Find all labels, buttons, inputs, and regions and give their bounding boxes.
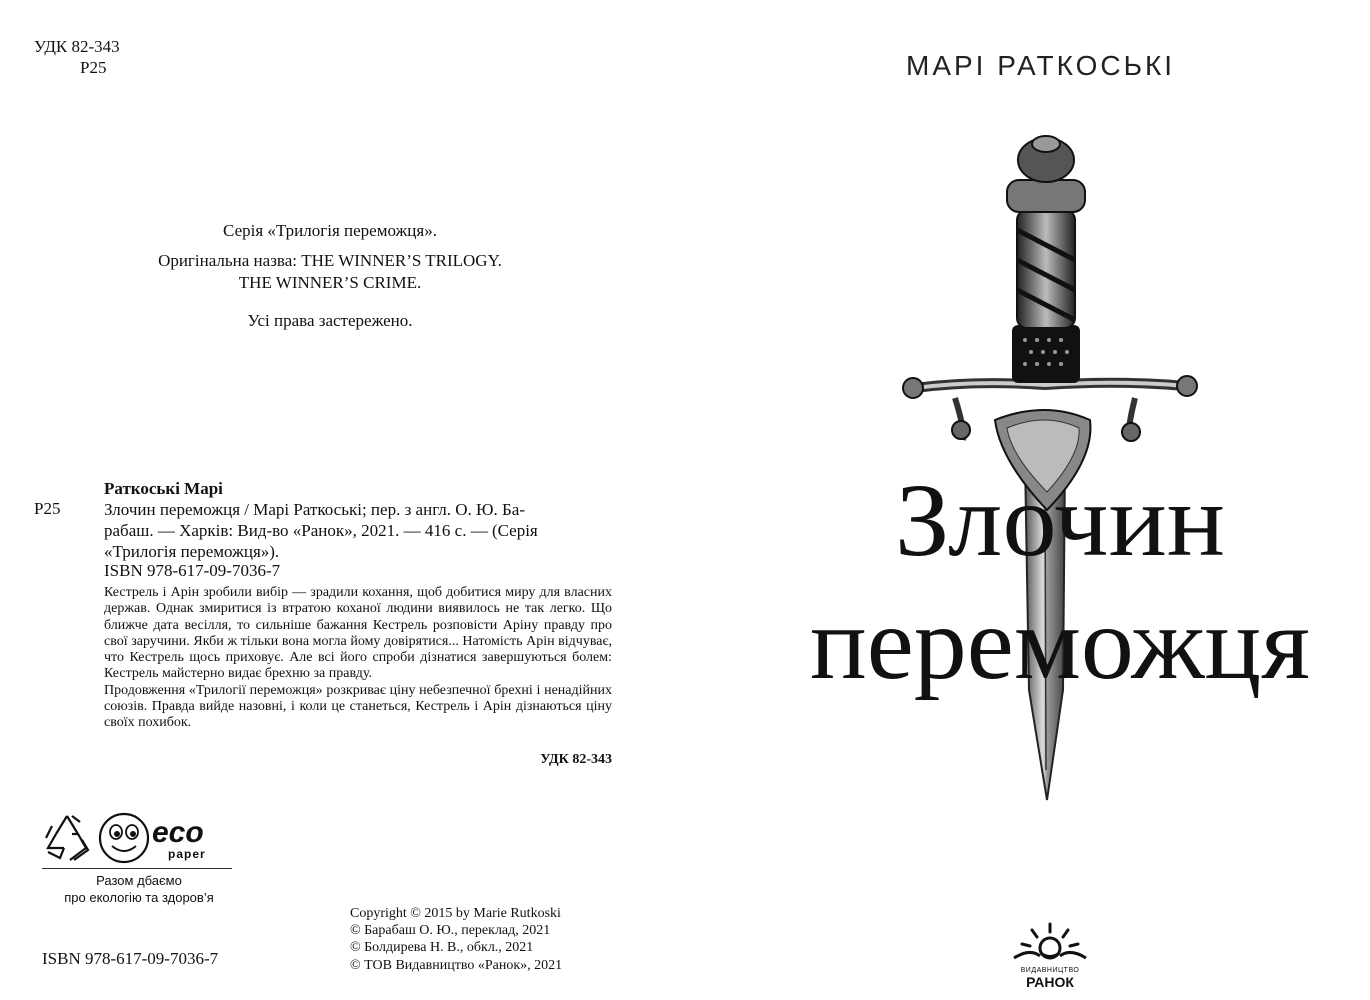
publisher-logo — [1010, 967, 1090, 990]
copyright-line: © Барабаш О. Ю., переклад, 2021 — [350, 923, 551, 939]
udk-header — [34, 36, 120, 78]
eco-sub: paper — [168, 847, 206, 861]
eco-caption — [34, 872, 244, 906]
title-line-2: переможця — [810, 586, 1310, 700]
catalog-line: «Трилогія переможця»). — [104, 542, 280, 561]
original-title-line-2: THE WINNER’S CRIME. — [238, 273, 422, 292]
series-line: Серія «Трилогія переможця». — [223, 221, 437, 240]
catalog-body — [104, 499, 612, 562]
eco-caption-line: Разом дбаємо — [96, 873, 182, 888]
catalog-record — [34, 479, 612, 779]
author-mark: Р25 — [80, 58, 107, 77]
eco-logos — [42, 808, 232, 868]
rights-notice: Усі права застережено. — [247, 311, 413, 330]
annotation-paragraph: Кестрель і Арін зробили вибір — зрадили кохання, щоб добитися миру для власних держав. Однак змиритися із втратою коханої людини виявилось не так легко. Що ближче дата весілля, то сильніше бажання Кестрель розповісти Аріну правду про свої заручини. Якби ж тільки вона могла йому довірятися... Натомість Арін відчуває, что Кестрель щось приховує. Але всі його спроби дізнатися завершуються болем: Кестрель майстерно видає брехню за правду. — [104, 585, 612, 682]
title-line-1: Злочин — [895, 463, 1225, 578]
copyright-line: © Болдирева Н. В., обкл., 2021 — [350, 940, 534, 956]
eco-divider — [42, 868, 232, 869]
udk-code: УДК 82-343 — [34, 37, 120, 56]
annotation — [104, 585, 612, 732]
eco-caption-line: про екологію та здоров’я — [64, 890, 214, 905]
catalog-author: Раткоські Марі — [104, 479, 223, 498]
publisher-small: ВИДАВНИЦТВО — [1020, 967, 1080, 974]
catalog-isbn: ISBN 978-617-09-7036-7 — [104, 561, 281, 580]
publisher-name: РАНОК — [1026, 974, 1074, 990]
author-name: МАРІ РАТКОСЬКІ — [906, 50, 1176, 81]
annotation-paragraph: Продовження «Трилогії переможця» розкриває ціну небезпечної брехні і ненадійних союзів. Правда вийде назовні, і коли це станеться, Кестрель і Арін дізнаються ціну своїх похибок. — [104, 682, 612, 731]
catalog-line: рабаш. — Харків: Вид-во «Ранок», 2021. — 416 с. — (Серія — [104, 521, 538, 540]
original-title-line-1: Оригінальна назва: THE WINNER’S TRILOGY. — [158, 251, 502, 270]
catalog-code: Р25 — [34, 499, 61, 518]
book-title — [790, 440, 1330, 700]
copyright-block — [350, 905, 562, 974]
copyright-line: © ТОВ Видавництво «Ранок», 2021 — [350, 957, 563, 973]
series-block — [60, 220, 600, 332]
recycle-icon — [46, 816, 88, 860]
udk-bottom: УДК 82-343 — [540, 752, 612, 767]
copyright-line: Copyright © 2015 by Marie Rutkoski — [350, 906, 561, 921]
catalog-line: Злочин переможця / Марі Раткоські; пер. з англ. О. Ю. Ба- — [104, 500, 525, 519]
isbn-bottom: ISBN 978-617-09-7036-7 — [42, 949, 219, 968]
smiley-icon — [100, 814, 148, 862]
eco-word: eco — [152, 816, 204, 849]
